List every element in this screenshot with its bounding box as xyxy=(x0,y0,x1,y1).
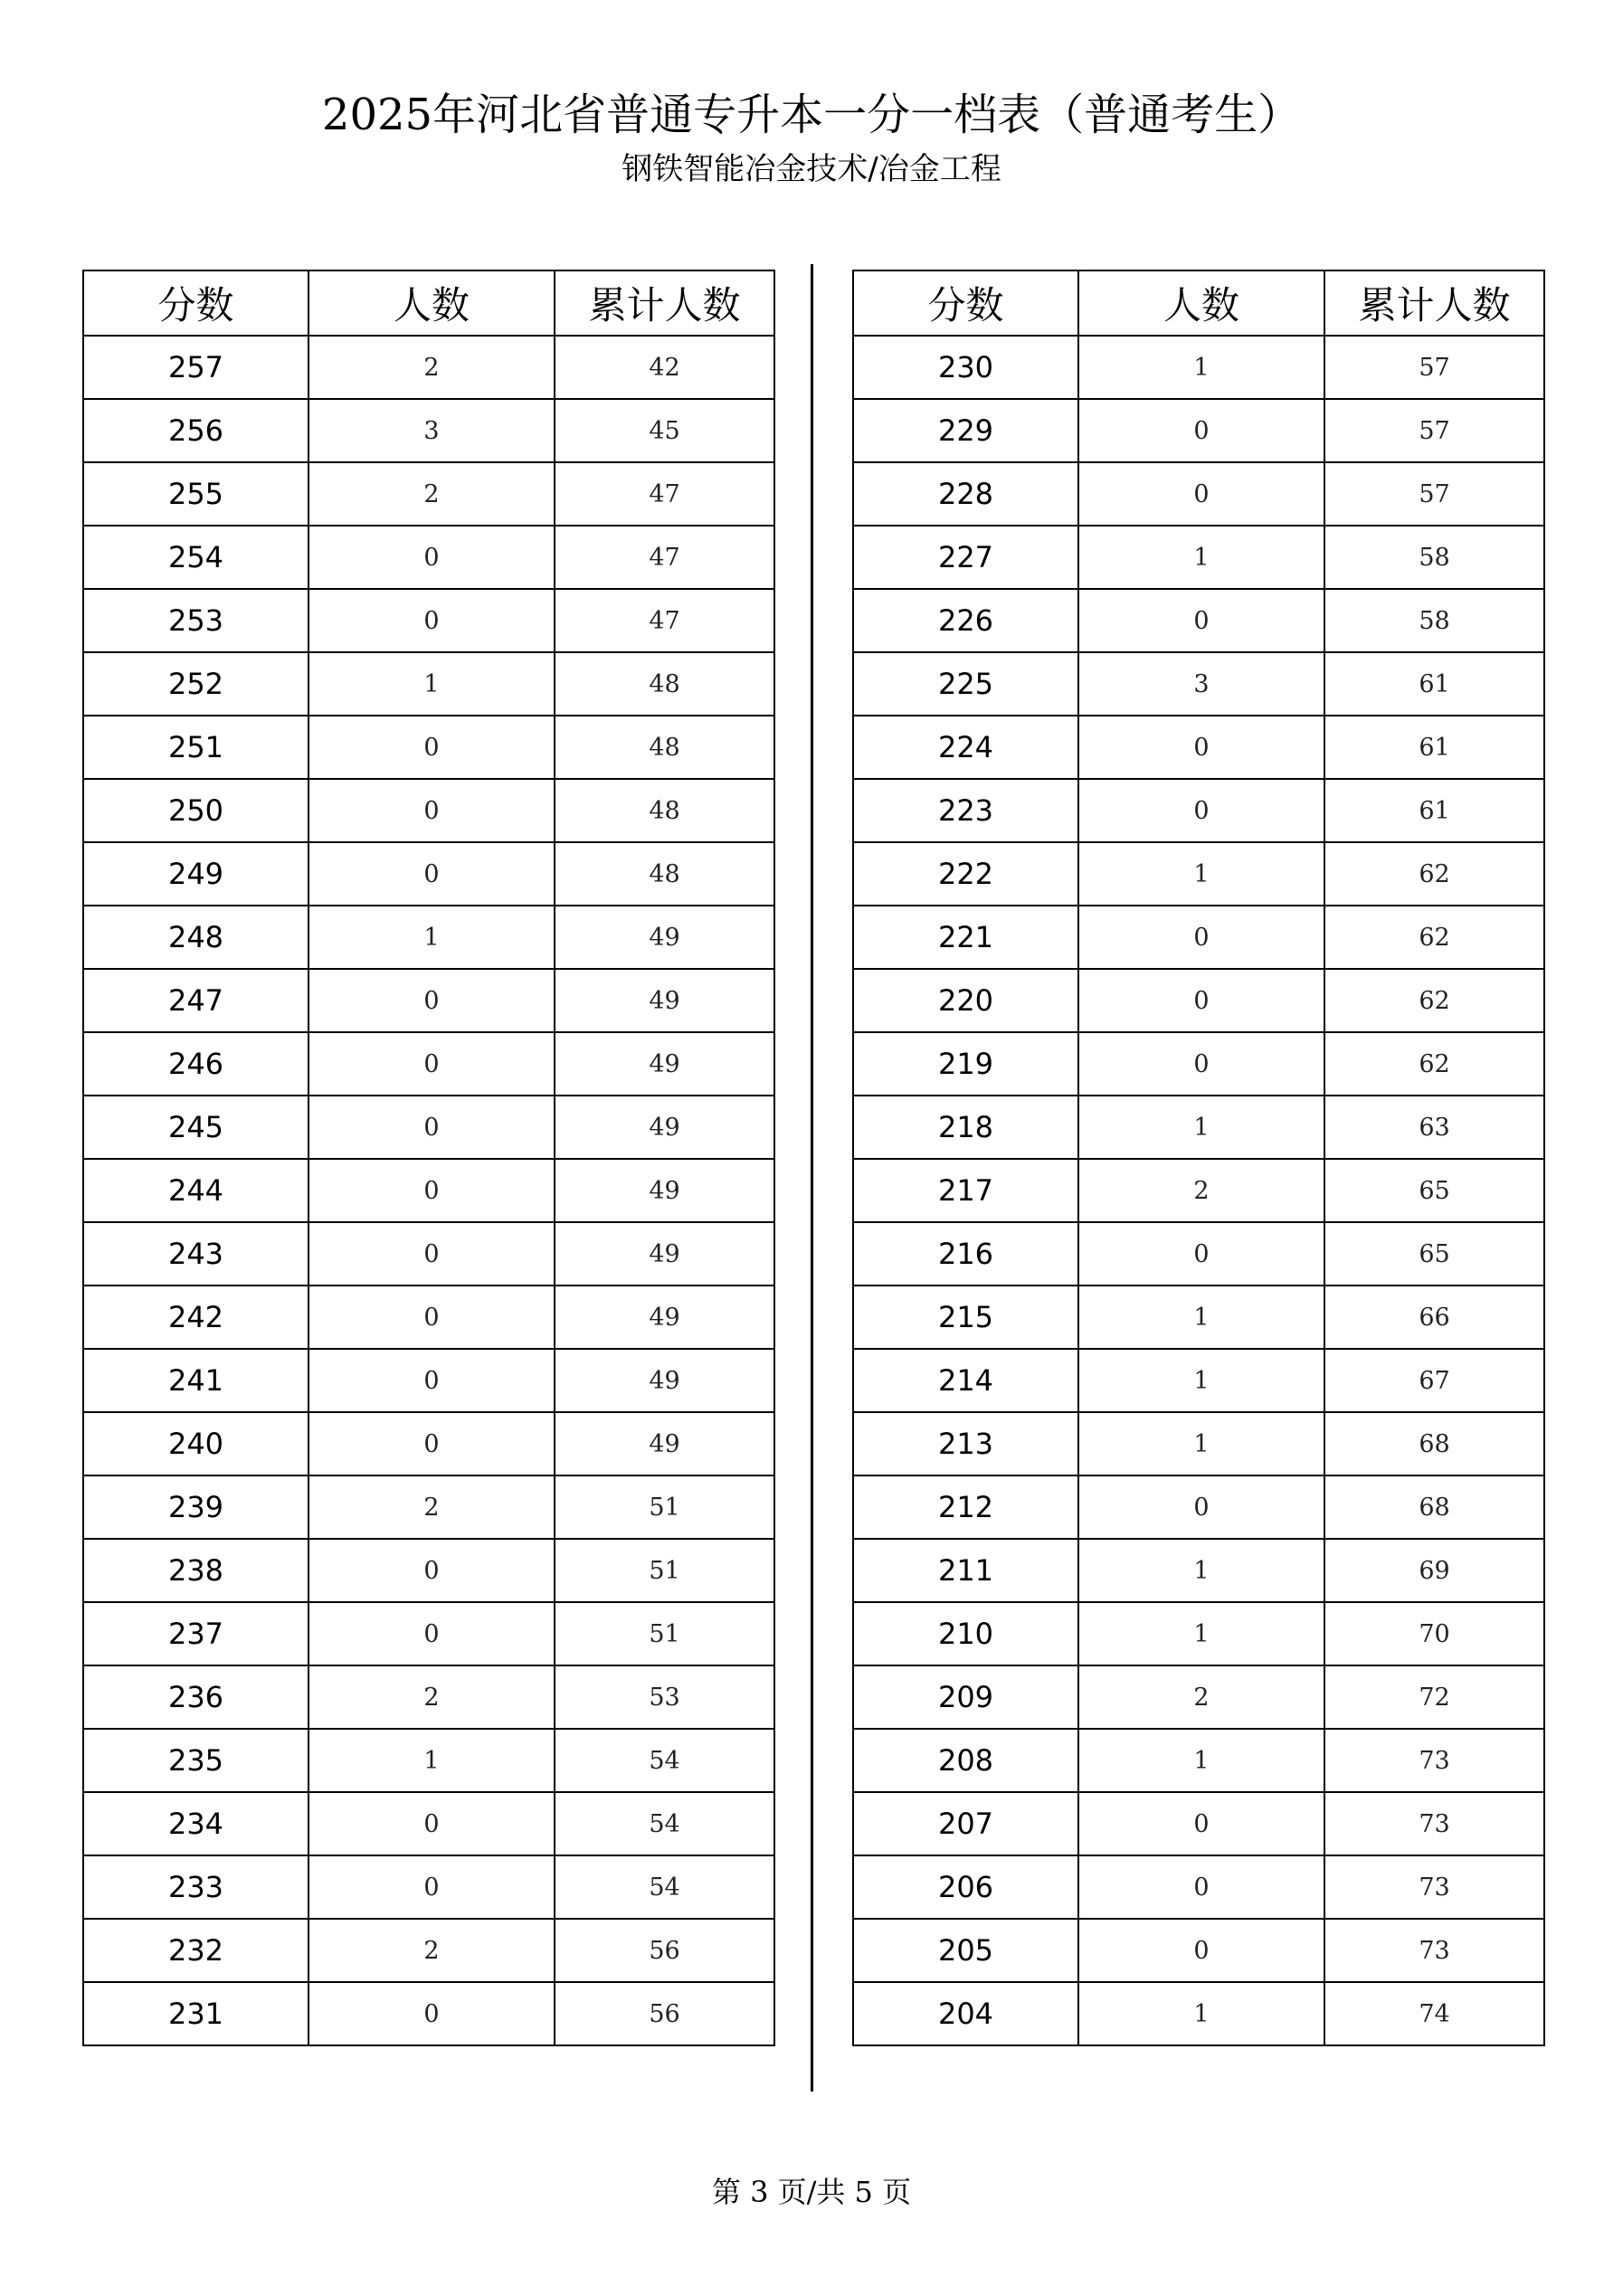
score-cell: 250 xyxy=(83,779,308,842)
count-cell: 0 xyxy=(308,1032,555,1096)
table-row xyxy=(83,1159,774,1222)
cumulative-cell: 62 xyxy=(1324,842,1544,906)
table-row xyxy=(83,1855,774,1919)
count-cell: 0 xyxy=(1078,1792,1324,1855)
score-cell: 237 xyxy=(83,1602,308,1665)
score-cell: 228 xyxy=(853,462,1078,526)
score-cell: 226 xyxy=(853,589,1078,652)
table-row xyxy=(83,462,774,526)
cumulative-cell: 62 xyxy=(1324,906,1544,969)
score-cell: 216 xyxy=(853,1222,1078,1286)
cumulative-cell: 73 xyxy=(1324,1792,1544,1855)
count-cell: 1 xyxy=(1078,336,1324,399)
count-cell: 1 xyxy=(1078,1096,1324,1159)
count-cell: 0 xyxy=(308,969,555,1032)
score-cell: 249 xyxy=(83,842,308,906)
count-cell: 0 xyxy=(1078,906,1324,969)
cumulative-cell: 57 xyxy=(1324,399,1544,462)
cumulative-cell: 51 xyxy=(555,1475,774,1539)
score-cell: 227 xyxy=(853,526,1078,589)
column-divider xyxy=(811,264,813,2092)
cumulative-cell: 54 xyxy=(555,1729,774,1792)
cumulative-cell: 73 xyxy=(1324,1919,1544,1982)
cumulative-cell: 58 xyxy=(1324,589,1544,652)
table-row xyxy=(83,526,774,589)
cumulative-cell: 48 xyxy=(555,716,774,779)
count-cell: 0 xyxy=(1078,1855,1324,1919)
score-cell: 252 xyxy=(83,652,308,716)
cumulative-cell: 51 xyxy=(555,1602,774,1665)
table-row xyxy=(83,716,774,779)
cumulative-cell: 42 xyxy=(555,336,774,399)
table-row xyxy=(83,1349,774,1412)
count-cell: 3 xyxy=(308,399,555,462)
cumulative-cell: 66 xyxy=(1324,1286,1544,1349)
cumulative-cell: 65 xyxy=(1324,1222,1544,1286)
score-cell: 223 xyxy=(853,779,1078,842)
table-row xyxy=(853,842,1544,906)
table-row xyxy=(83,906,774,969)
table-row xyxy=(853,1855,1544,1919)
score-cell: 212 xyxy=(853,1475,1078,1539)
cumulative-cell: 72 xyxy=(1324,1665,1544,1729)
cumulative-cell: 49 xyxy=(555,906,774,969)
score-cell: 254 xyxy=(83,526,308,589)
count-cell: 1 xyxy=(1078,842,1324,906)
table-row xyxy=(853,589,1544,652)
cumulative-cell: 49 xyxy=(555,1096,774,1159)
table-row xyxy=(83,1412,774,1475)
count-cell: 0 xyxy=(1078,1919,1324,1982)
table-row xyxy=(83,1665,774,1729)
score-cell: 230 xyxy=(853,336,1078,399)
count-cell: 3 xyxy=(1078,652,1324,716)
table-row xyxy=(853,1096,1544,1159)
score-cell: 222 xyxy=(853,842,1078,906)
score-cell: 257 xyxy=(83,336,308,399)
cumulative-cell: 49 xyxy=(555,1222,774,1286)
count-cell: 1 xyxy=(1078,1982,1324,2045)
column-header-cumulative: 累计人数 xyxy=(555,270,774,336)
table-row xyxy=(853,906,1544,969)
cumulative-cell: 62 xyxy=(1324,969,1544,1032)
count-cell: 2 xyxy=(1078,1159,1324,1222)
score-cell: 251 xyxy=(83,716,308,779)
count-cell: 0 xyxy=(1078,589,1324,652)
count-cell: 0 xyxy=(308,1096,555,1159)
score-cell: 219 xyxy=(853,1032,1078,1096)
page-subtitle: 钢铁智能冶金技术/冶金工程 xyxy=(622,151,1001,187)
table-row xyxy=(83,1539,774,1602)
cumulative-cell: 45 xyxy=(555,399,774,462)
table-row xyxy=(83,1919,774,1982)
score-cell: 210 xyxy=(853,1602,1078,1665)
table-row xyxy=(83,779,774,842)
cumulative-cell: 48 xyxy=(555,779,774,842)
cumulative-cell: 73 xyxy=(1324,1729,1544,1792)
column-header-count: 人数 xyxy=(308,270,555,336)
cumulative-cell: 54 xyxy=(555,1855,774,1919)
count-cell: 2 xyxy=(308,462,555,526)
table-row xyxy=(83,969,774,1032)
table-row xyxy=(83,1286,774,1349)
table-row xyxy=(853,1792,1544,1855)
score-cell: 241 xyxy=(83,1349,308,1412)
table-row xyxy=(853,1602,1544,1665)
table-row xyxy=(853,969,1544,1032)
count-cell: 0 xyxy=(308,1159,555,1222)
score-cell: 239 xyxy=(83,1475,308,1539)
score-table-right xyxy=(852,270,1545,2046)
score-cell: 213 xyxy=(853,1412,1078,1475)
count-cell: 0 xyxy=(308,1792,555,1855)
cumulative-cell: 67 xyxy=(1324,1349,1544,1412)
table-row xyxy=(83,1729,774,1792)
table-row xyxy=(853,716,1544,779)
cumulative-cell: 51 xyxy=(555,1539,774,1602)
table-row xyxy=(83,399,774,462)
table-row xyxy=(83,1602,774,1665)
score-cell: 240 xyxy=(83,1412,308,1475)
score-cell: 255 xyxy=(83,462,308,526)
count-cell: 0 xyxy=(308,1855,555,1919)
count-cell: 0 xyxy=(1078,399,1324,462)
count-cell: 2 xyxy=(1078,1665,1324,1729)
score-cell: 208 xyxy=(853,1729,1078,1792)
table-body-right xyxy=(853,336,1544,2045)
count-cell: 0 xyxy=(1078,1222,1324,1286)
cumulative-cell: 61 xyxy=(1324,716,1544,779)
count-cell: 1 xyxy=(1078,1602,1324,1665)
cumulative-cell: 69 xyxy=(1324,1539,1544,1602)
score-cell: 231 xyxy=(83,1982,308,2045)
score-cell: 217 xyxy=(853,1159,1078,1222)
table-row xyxy=(853,399,1544,462)
cumulative-cell: 56 xyxy=(555,1919,774,1982)
table-row xyxy=(853,1475,1544,1539)
count-cell: 0 xyxy=(308,1982,555,2045)
table-row xyxy=(853,1286,1544,1349)
count-cell: 0 xyxy=(308,779,555,842)
cumulative-cell: 57 xyxy=(1324,336,1544,399)
score-cell: 248 xyxy=(83,906,308,969)
column-header-score: 分数 xyxy=(83,270,308,336)
table-row xyxy=(83,1475,774,1539)
count-cell: 2 xyxy=(308,1665,555,1729)
score-cell: 215 xyxy=(853,1286,1078,1349)
cumulative-cell: 49 xyxy=(555,1349,774,1412)
cumulative-cell: 47 xyxy=(555,526,774,589)
cumulative-cell: 62 xyxy=(1324,1032,1544,1096)
table-row xyxy=(83,652,774,716)
count-cell: 0 xyxy=(308,1349,555,1412)
score-cell: 224 xyxy=(853,716,1078,779)
table-body-left xyxy=(83,336,774,2045)
table-row xyxy=(83,1982,774,2045)
table-row xyxy=(83,336,774,399)
score-cell: 244 xyxy=(83,1159,308,1222)
count-cell: 1 xyxy=(1078,1729,1324,1792)
table-row xyxy=(853,1159,1544,1222)
count-cell: 2 xyxy=(308,1919,555,1982)
score-cell: 233 xyxy=(83,1855,308,1919)
cumulative-cell: 49 xyxy=(555,1412,774,1475)
cumulative-cell: 49 xyxy=(555,1032,774,1096)
score-cell: 211 xyxy=(853,1539,1078,1602)
table-row xyxy=(853,652,1544,716)
score-cell: 247 xyxy=(83,969,308,1032)
table-row xyxy=(853,1919,1544,1982)
count-cell: 1 xyxy=(1078,1412,1324,1475)
column-header-count: 人数 xyxy=(1078,270,1324,336)
count-cell: 0 xyxy=(1078,1032,1324,1096)
cumulative-cell: 70 xyxy=(1324,1602,1544,1665)
table-row xyxy=(853,1729,1544,1792)
score-cell: 242 xyxy=(83,1286,308,1349)
count-cell: 0 xyxy=(308,716,555,779)
score-cell: 209 xyxy=(853,1665,1078,1729)
cumulative-cell: 74 xyxy=(1324,1982,1544,2045)
table-row xyxy=(853,462,1544,526)
score-cell: 206 xyxy=(853,1855,1078,1919)
table-header-row xyxy=(853,270,1544,336)
score-cell: 234 xyxy=(83,1792,308,1855)
table-row xyxy=(853,1222,1544,1286)
cumulative-cell: 68 xyxy=(1324,1412,1544,1475)
count-cell: 0 xyxy=(1078,462,1324,526)
score-cell: 214 xyxy=(853,1349,1078,1412)
table-row xyxy=(83,842,774,906)
table-row xyxy=(853,1349,1544,1412)
score-cell: 207 xyxy=(853,1792,1078,1855)
column-header-cumulative: 累计人数 xyxy=(1324,270,1544,336)
count-cell: 0 xyxy=(308,842,555,906)
count-cell: 0 xyxy=(1078,779,1324,842)
table-row xyxy=(853,1032,1544,1096)
column-header-score: 分数 xyxy=(853,270,1078,336)
table-row xyxy=(853,779,1544,842)
page-number: 第 3 页/共 5 页 xyxy=(711,2175,912,2209)
score-table-left xyxy=(82,270,775,2046)
cumulative-cell: 47 xyxy=(555,589,774,652)
score-cell: 229 xyxy=(853,399,1078,462)
score-cell: 246 xyxy=(83,1032,308,1096)
cumulative-cell: 53 xyxy=(555,1665,774,1729)
table-row xyxy=(83,1222,774,1286)
table-row xyxy=(853,336,1544,399)
count-cell: 0 xyxy=(308,1539,555,1602)
score-cell: 236 xyxy=(83,1665,308,1729)
count-cell: 0 xyxy=(1078,969,1324,1032)
table-row xyxy=(83,1096,774,1159)
cumulative-cell: 63 xyxy=(1324,1096,1544,1159)
score-cell: 221 xyxy=(853,906,1078,969)
cumulative-cell: 61 xyxy=(1324,779,1544,842)
count-cell: 1 xyxy=(1078,526,1324,589)
cumulative-cell: 47 xyxy=(555,462,774,526)
score-cell: 220 xyxy=(853,969,1078,1032)
cumulative-cell: 54 xyxy=(555,1792,774,1855)
score-cell: 225 xyxy=(853,652,1078,716)
cumulative-cell: 68 xyxy=(1324,1475,1544,1539)
score-cell: 253 xyxy=(83,589,308,652)
page-title: 2025年河北省普通专升本一分一档表（普通考生） xyxy=(321,90,1302,140)
count-cell: 1 xyxy=(308,652,555,716)
table-row xyxy=(853,526,1544,589)
score-cell: 256 xyxy=(83,399,308,462)
score-cell: 205 xyxy=(853,1919,1078,1982)
count-cell: 0 xyxy=(308,589,555,652)
table-row xyxy=(853,1982,1544,2045)
cumulative-cell: 49 xyxy=(555,1286,774,1349)
table-row xyxy=(853,1412,1544,1475)
table-row xyxy=(83,589,774,652)
count-cell: 0 xyxy=(308,1412,555,1475)
score-cell: 204 xyxy=(853,1982,1078,2045)
table-row xyxy=(83,1032,774,1096)
table-row xyxy=(853,1665,1544,1729)
cumulative-cell: 49 xyxy=(555,1159,774,1222)
count-cell: 2 xyxy=(308,336,555,399)
count-cell: 0 xyxy=(308,1602,555,1665)
cumulative-cell: 56 xyxy=(555,1982,774,2045)
count-cell: 1 xyxy=(308,1729,555,1792)
cumulative-cell: 48 xyxy=(555,652,774,716)
score-cell: 245 xyxy=(83,1096,308,1159)
count-cell: 1 xyxy=(1078,1349,1324,1412)
cumulative-cell: 61 xyxy=(1324,652,1544,716)
cumulative-cell: 48 xyxy=(555,842,774,906)
count-cell: 1 xyxy=(1078,1539,1324,1602)
count-cell: 0 xyxy=(308,1222,555,1286)
score-cell: 238 xyxy=(83,1539,308,1602)
count-cell: 0 xyxy=(308,526,555,589)
table-header-row xyxy=(83,270,774,336)
score-cell: 243 xyxy=(83,1222,308,1286)
count-cell: 1 xyxy=(1078,1286,1324,1349)
count-cell: 1 xyxy=(308,906,555,969)
cumulative-cell: 73 xyxy=(1324,1855,1544,1919)
count-cell: 0 xyxy=(1078,1475,1324,1539)
cumulative-cell: 49 xyxy=(555,969,774,1032)
score-cell: 232 xyxy=(83,1919,308,1982)
cumulative-cell: 58 xyxy=(1324,526,1544,589)
score-cell: 218 xyxy=(853,1096,1078,1159)
table-row xyxy=(83,1792,774,1855)
count-cell: 0 xyxy=(308,1286,555,1349)
table-row xyxy=(853,1539,1544,1602)
score-cell: 235 xyxy=(83,1729,308,1792)
count-cell: 0 xyxy=(1078,716,1324,779)
cumulative-cell: 57 xyxy=(1324,462,1544,526)
count-cell: 2 xyxy=(308,1475,555,1539)
cumulative-cell: 65 xyxy=(1324,1159,1544,1222)
